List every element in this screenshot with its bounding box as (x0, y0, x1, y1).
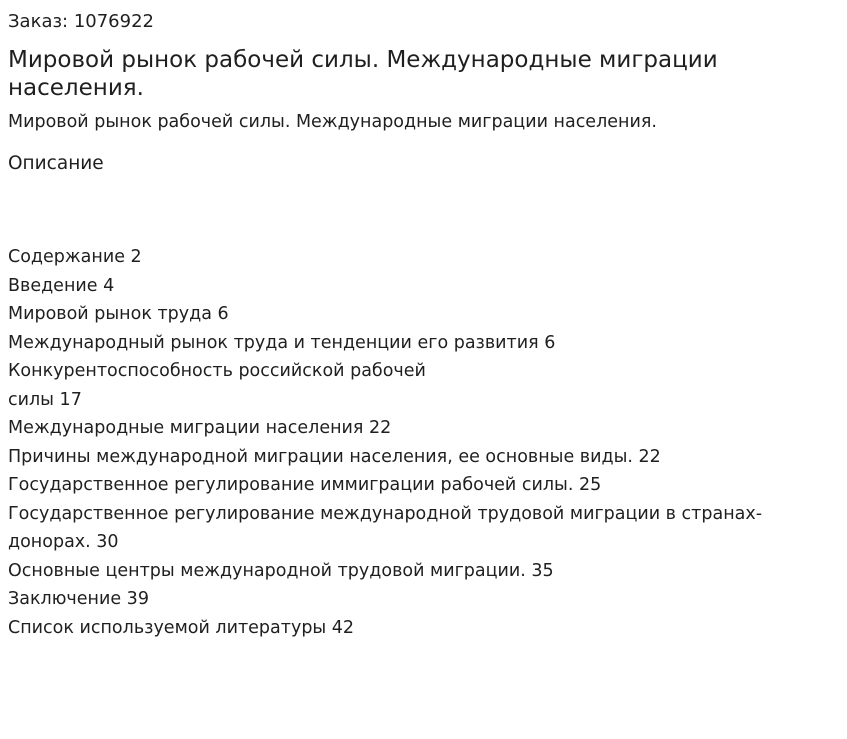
toc-item: Список используемой литературы 42 (8, 617, 355, 638)
toc-item: Основные центры международной трудовой миграции. 35 (8, 560, 554, 581)
page-subtitle: Мировой рынок рабочей силы. Международные миграции населения. (8, 112, 657, 132)
table-of-contents (8, 243, 839, 642)
toc-item: Причины международной миграции населения, ее основные виды. 22 (8, 446, 661, 467)
toc-item: Международный рынок труда и тенденции его развития 6 (8, 332, 556, 353)
toc-item: Содержание 2 (8, 247, 142, 267)
toc-item: Государственное регулирование иммиграции рабочей силы. 25 (8, 475, 602, 495)
toc-item: Государственное регулирование международной трудовой миграции в странах- (8, 503, 763, 524)
toc-item: силы 17 (8, 389, 82, 410)
description-heading: Описание (8, 153, 104, 174)
toc-item: Международные миграции населения 22 (8, 418, 392, 438)
toc-item: донорах. 30 (8, 532, 119, 552)
toc-item: Конкурентоспособность российской рабочей (8, 361, 426, 381)
toc-item: Заключение 39 (8, 589, 149, 609)
page-title: Мировой рынок рабочей силы. Международные миграции населения. (8, 47, 718, 101)
order-number: Заказ: 1076922 (8, 11, 154, 32)
toc-item: Мировой рынок труда 6 (8, 304, 229, 324)
toc-item: Введение 4 (8, 275, 115, 296)
